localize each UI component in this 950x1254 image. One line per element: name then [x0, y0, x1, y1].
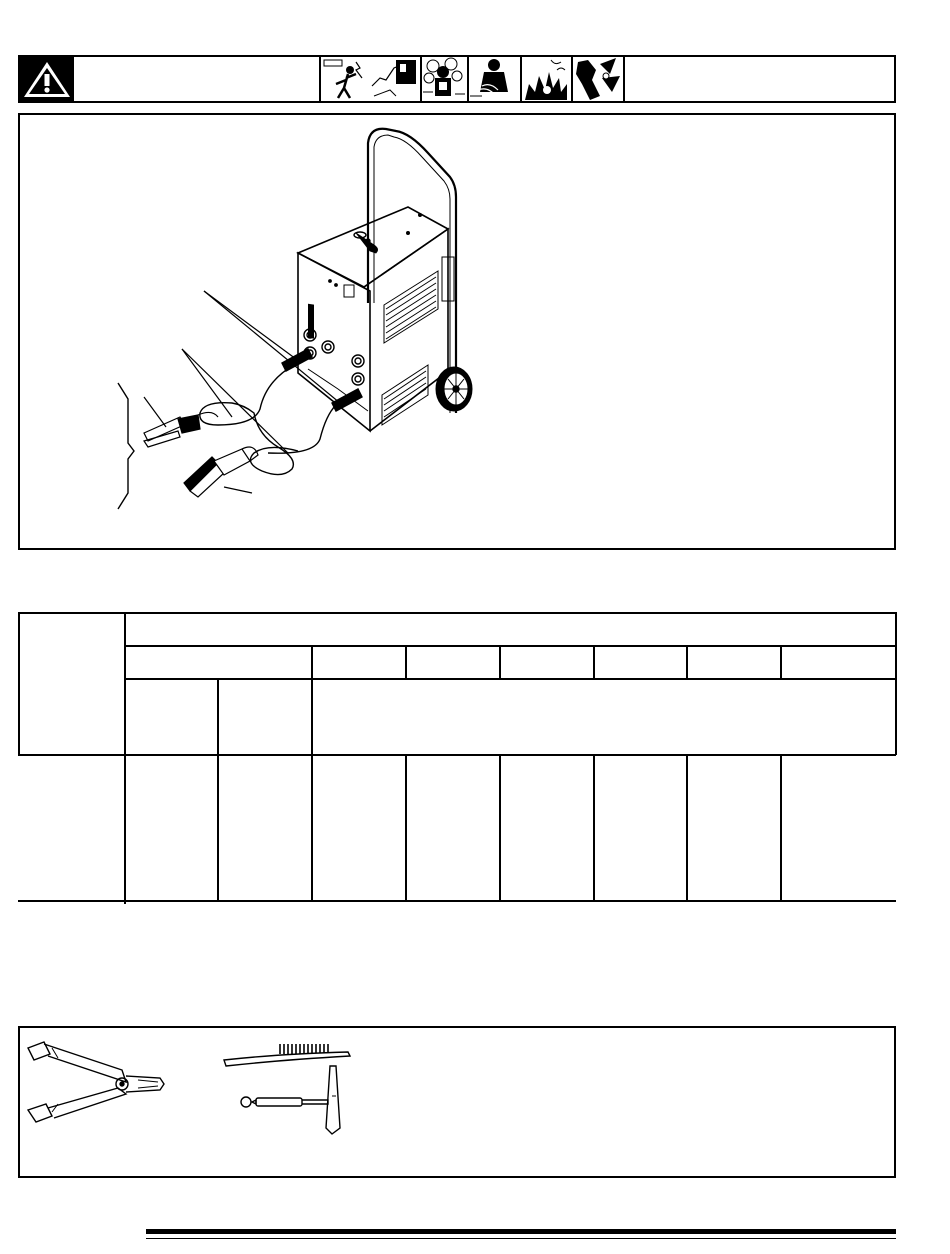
warning-triangle-icon — [20, 57, 74, 101]
work-lead — [268, 405, 336, 453]
chipping-hammer-icon — [241, 1066, 340, 1134]
moving-parts-icon — [572, 56, 624, 102]
arc-rays-icon — [468, 56, 520, 102]
electric-shock-icon — [320, 56, 420, 102]
wire-brush-icon — [224, 1044, 350, 1066]
fumes-gases-icon — [421, 56, 467, 102]
clamp-icon — [28, 1042, 164, 1122]
side-louvers-top — [384, 271, 438, 343]
tools-illustration — [18, 1026, 896, 1178]
fire-explosion-icon — [521, 56, 571, 102]
lead-plugs — [282, 349, 362, 411]
cable-table — [18, 612, 896, 902]
warning-triangle-block — [20, 57, 74, 101]
work-clamp — [144, 412, 218, 447]
electrode-holder — [184, 447, 258, 497]
footer-rule-thin — [146, 1238, 896, 1239]
footer-rule-thick — [146, 1229, 896, 1234]
cart-wheel — [436, 367, 472, 411]
machine-side — [364, 229, 448, 431]
lead-bracket — [118, 383, 134, 509]
cart-handle — [368, 129, 456, 413]
welding-machine-illustration — [18, 113, 896, 550]
